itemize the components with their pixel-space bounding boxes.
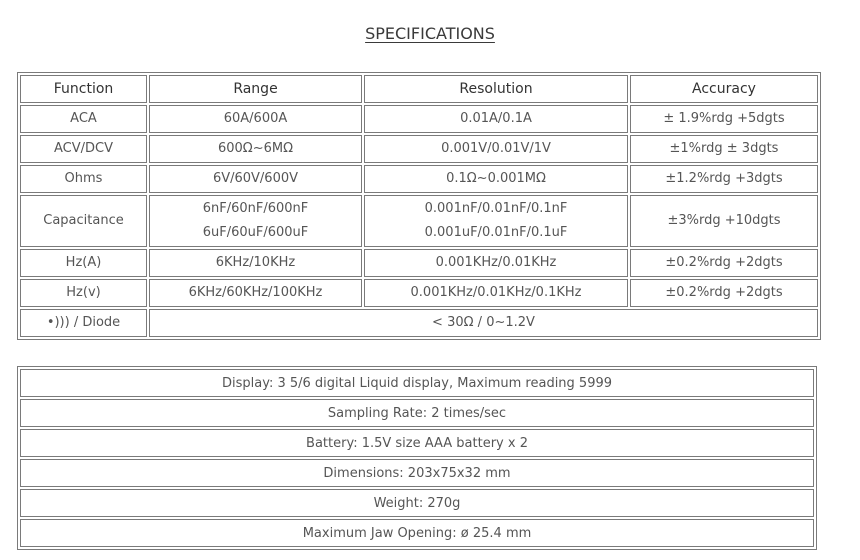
cell-accuracy: ±3%rdg +10dgts bbox=[630, 195, 818, 247]
header-function: Function bbox=[20, 75, 147, 103]
general-info-table bbox=[17, 366, 817, 550]
cell-resolution: 0.001KHz/0.01KHz bbox=[364, 249, 628, 277]
info-row bbox=[20, 399, 814, 427]
cell-function: Hz(A) bbox=[20, 249, 147, 277]
info-row bbox=[20, 459, 814, 487]
header-resolution: Resolution bbox=[364, 75, 628, 103]
table-header-row bbox=[20, 75, 818, 103]
cell-resolution: 0.01A/0.1A bbox=[364, 105, 628, 133]
cell-range: 6KHz/10KHz bbox=[149, 249, 362, 277]
info-weight: Weight: 270g bbox=[20, 489, 814, 517]
header-accuracy: Accuracy bbox=[630, 75, 818, 103]
cell-range-line: 6uF/60uF/600uF bbox=[202, 225, 309, 240]
cell-range: 6KHz/60KHz/100KHz bbox=[149, 279, 362, 307]
cell-range: 6V/60V/600V bbox=[149, 165, 362, 193]
table-row bbox=[20, 249, 818, 277]
cell-function: Capacitance bbox=[20, 195, 147, 247]
cell-accuracy: ±0.2%rdg +2dgts bbox=[630, 279, 818, 307]
info-dimensions: Dimensions: 203x75x32 mm bbox=[20, 459, 814, 487]
table-row bbox=[20, 279, 818, 307]
cell-range: 600Ω~6MΩ bbox=[149, 135, 362, 163]
cell-accuracy: ± 1.9%rdg +5dgts bbox=[630, 105, 818, 133]
cell-range bbox=[149, 195, 362, 247]
cell-resolution-line: 0.001uF/0.01nF/0.1uF bbox=[424, 225, 568, 240]
table-row bbox=[20, 135, 818, 163]
table-row bbox=[20, 165, 818, 193]
cell-accuracy: ±1%rdg ± 3dgts bbox=[630, 135, 818, 163]
cell-resolution: 0.001V/0.01V/1V bbox=[364, 135, 628, 163]
page-title bbox=[0, 24, 860, 43]
cell-diode-value: < 30Ω / 0~1.2V bbox=[149, 309, 818, 337]
cell-resolution bbox=[364, 195, 628, 247]
info-row bbox=[20, 489, 814, 517]
cell-resolution: 0.001KHz/0.01KHz/0.1KHz bbox=[364, 279, 628, 307]
cell-function: Hz(v) bbox=[20, 279, 147, 307]
cell-function: •))) / Diode bbox=[20, 309, 147, 337]
cell-range: 60A/600A bbox=[149, 105, 362, 133]
page-title-text: SPECIFICATIONS bbox=[365, 24, 495, 43]
cell-resolution-line: 0.001nF/0.01nF/0.1nF bbox=[424, 201, 568, 216]
cell-range-line: 6nF/60nF/600nF bbox=[202, 201, 309, 216]
cell-function: Ohms bbox=[20, 165, 147, 193]
cell-accuracy: ±1.2%rdg +3dgts bbox=[630, 165, 818, 193]
cell-function: ACA bbox=[20, 105, 147, 133]
info-battery: Battery: 1.5V size AAA battery x 2 bbox=[20, 429, 814, 457]
table-row bbox=[20, 195, 818, 247]
table-row bbox=[20, 105, 818, 133]
cell-function: ACV/DCV bbox=[20, 135, 147, 163]
info-display: Display: 3 5/6 digital Liquid display, Maximum reading 5999 bbox=[20, 369, 814, 397]
specifications-table bbox=[17, 72, 821, 340]
cell-resolution: 0.1Ω~0.001MΩ bbox=[364, 165, 628, 193]
info-row bbox=[20, 519, 814, 547]
info-sampling-rate: Sampling Rate: 2 times/sec bbox=[20, 399, 814, 427]
info-row bbox=[20, 369, 814, 397]
cell-accuracy: ±0.2%rdg +2dgts bbox=[630, 249, 818, 277]
info-jaw-opening: Maximum Jaw Opening: ø 25.4 mm bbox=[20, 519, 814, 547]
header-range: Range bbox=[149, 75, 362, 103]
table-row-diode bbox=[20, 309, 818, 337]
info-row bbox=[20, 429, 814, 457]
